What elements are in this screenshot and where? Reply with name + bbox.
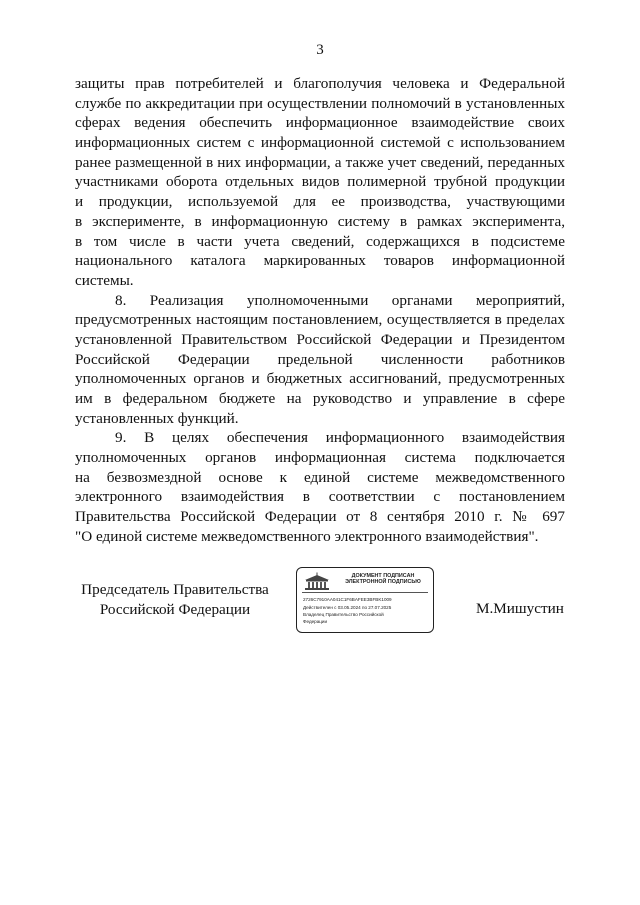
text-line: установленной Правительством Российской Федерации и Президентом <box>75 330 565 348</box>
signer-title-line2: Российской Федерации <box>99 600 251 618</box>
body-text <box>75 74 565 547</box>
stamp-validity: Действителен с 03.05.2024 по 27.07.2025 <box>303 605 392 610</box>
paragraph-9-first-line: 9. В целях обеспечения информационного взаимодействия <box>115 429 565 447</box>
text-line: сферах ведения обеспечить информационное взаимодействие своих <box>75 114 565 132</box>
text-line: электронного взаимодействия в соответствии с постановлением <box>75 488 565 506</box>
stamp-heading-line1: ДОКУМЕНТ ПОДПИСАН <box>351 573 415 579</box>
text-line: предусмотренных настоящим постановлением, осуществляется в пределах <box>75 311 565 329</box>
paragraph-8-first-line: 8. Реализация уполномоченными органами мероприятий, <box>115 291 565 309</box>
government-building-icon <box>302 572 332 592</box>
page-number: 3 <box>316 42 324 58</box>
text-line: уполномоченных органов информационная система подключается <box>75 449 565 467</box>
text-line: и продукции, используемой для ее производства, участвующими <box>75 193 565 211</box>
text-line: участниками оборота отдельных видов полимерной трубной продукции <box>75 173 565 191</box>
text-line: установленных функций. <box>75 409 239 427</box>
text-line: национального каталога маркированных товаров информационной <box>75 252 565 270</box>
stamp-divider <box>302 592 428 593</box>
text-line: защиты прав потребителей и благополучия человека и Федеральной <box>75 75 565 92</box>
text-line: им в федеральном бюджете на руководство и управление в сфере <box>75 390 565 407</box>
text-line: на безвозмездной основе к единой системе межведомственного <box>75 468 565 486</box>
stamp-certificate-number: 2726C7910AA041C1F6BAFEE3BFBK1009 <box>303 597 392 602</box>
stamp-heading <box>335 573 431 586</box>
text-line: информационных систем с информационной системой с использованием <box>75 134 565 152</box>
text-line: в том числе в части учета сведений, содержащихся в подсистеме <box>75 232 565 250</box>
signer-title-line1: Председатель Правительства <box>81 581 269 598</box>
text-line: Правительства Российской Федерации от 8 сентября 2010 г. № 697 <box>75 508 565 526</box>
stamp-owner-line2: Федерации <box>303 619 328 624</box>
signer-name: М.Мишустин <box>476 600 564 617</box>
text-line: ранее размещенной в них информации, а также учет сведений, переданных <box>75 153 565 171</box>
text-line: в эксперименте, в информационную систему в рамках эксперимента, <box>75 212 565 230</box>
signer-title <box>75 580 275 619</box>
text-line: Российской Федерации предельной численности работников <box>75 350 565 368</box>
electronic-signature-stamp <box>296 567 434 633</box>
stamp-owner-line1: Владелец Правительство Российской <box>303 612 384 617</box>
text-line: системы. <box>75 271 134 289</box>
text-line: службе по аккредитации при осуществлении полномочий в установленных <box>75 94 565 112</box>
text-line: уполномоченных органов и бюджетных ассигнований, предусмотренных <box>75 370 565 388</box>
text-line: "О единой системе межведомственного электронного взаимодействия". <box>75 527 539 545</box>
stamp-heading-line2: ЭЛЕКТРОННОЙ ПОДПИСЬЮ <box>345 579 421 586</box>
